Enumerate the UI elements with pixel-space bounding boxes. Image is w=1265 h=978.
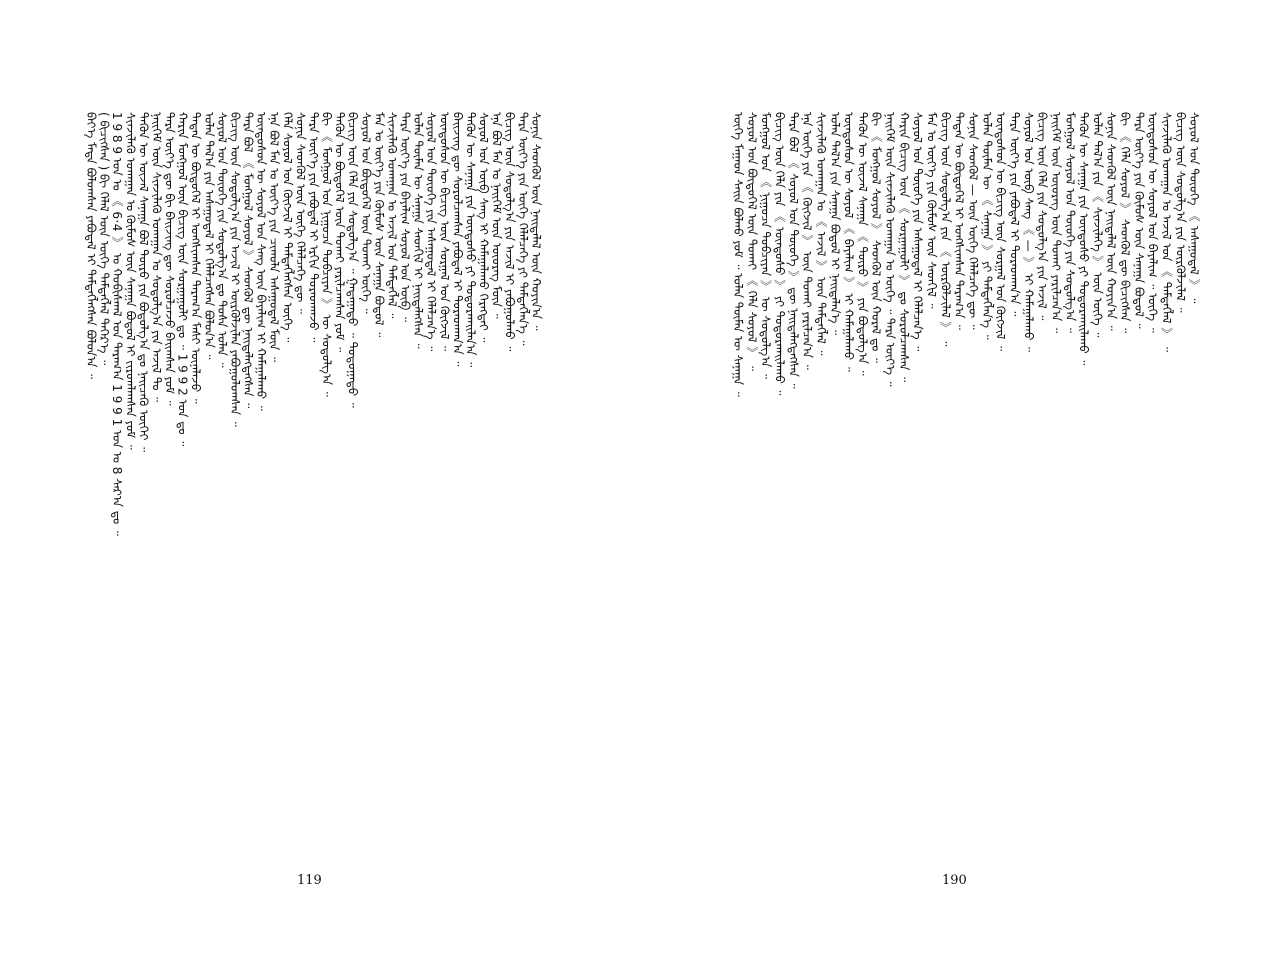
text-column: ᠦᠨᠳᠦᠰᠦᠨ ᠦ ᠪᠢᠴᠢᠭ ᠦᠨ ᠰᠤᠷᠭᠠᠯ ᠤᠨ ᠬᠥᠭᠵᠢᠯ ᠃	[437, 112, 452, 352]
text-column: ᠲᠡᠷᠡ ᠦᠶ᠎ᠡ ᠶᠢᠨ ᠶᠠᠪᠤᠳᠠᠯ ᠢ ᠳᠤᠷᠠᠳᠬᠠᠨ᠎ᠠ ᠃	[1007, 112, 1022, 317]
text-column: ᠰᠣᠶᠣᠯ ᠤᠨ ᠪᠦᠲᠦᠭᠡᠯ ᠦᠨ ᠲᠤᠬᠠᠢ ᠦᠭᠡ ᠃	[358, 112, 373, 314]
text-column: ᠡᠨᠡ ᠦᠭᠡ ᠶᠢᠨ 《 ᠬᠥᠭᠵᠢᠯ 》 ᠦᠨ ᠲᠤᠬᠠᠢ ᠶᠠᠷᠢᠯᠴᠠᠨ᠎ᠠ ᠃	[800, 112, 815, 370]
text-column: ᠰᠣᠶᠣᠯ ᠤᠨ ᠲᠦᠦᠬᠡ 《 ᠠᠰᠠᠭᠤᠳᠠᠯ 》 ᠃	[1187, 112, 1202, 304]
text-column: ᠰᠣᠶᠣᠯ ᠤᠨ ᠲᠦᠦᠬᠡ ᠶᠢᠨ ᠰᠤᠳᠤᠯᠭ᠎ᠠ ᠳᠤ ᠲᠤᠰᠠ ᠣᠯᠠᠨ ᠃	[214, 112, 229, 368]
text-column: ᠰᠢᠨᠵᠢᠯᠡᠬᠦ ᠤᠬᠠᠭᠠᠨ ᠤ ᠠᠵᠢᠯ ᠤᠨ 《 ᠲᠡᠮᠳᠡᠭᠯᠡᠯ 》 ᠃	[1159, 112, 1174, 353]
left-page-number: 119	[297, 873, 322, 888]
text-column: ᠬᠠᠷᠢᠨ ᠪᠢᠴᠢᠭ ᠦᠨ 《 ᠰᠤᠷᠭᠠᠭᠤᠯᠢ 》 ᠳᠤ ᠰᠤᠷᠤᠯᠴᠠᠭᠰᠠᠨ ᠃	[896, 112, 911, 383]
text-column: ᠨᠡᠢᠭᠡᠮ ᠦᠨ ᠰᠢᠨᠵᠢᠯᠡᠬᠦ ᠤᠬᠠᠭᠠᠨ ᠤ ᠦᠭᠡ ᠃ ᠲᠡᠷᠡ ᠦᠶ᠎ᠡ ᠃	[883, 112, 898, 387]
text-column: ᠪᠢᠴᠢᠭ ᠦᠨ ᠰᠤᠳᠤᠯᠭ᠎ᠠ ᠶᠢᠨ ᠠᠵᠢᠯ ᠢ ᠶᠠᠪᠤᠭᠤᠯᠬᠤ ᠃	[502, 112, 517, 352]
text-column: ᠪᠢ 《 ᠮᠣᠩᠭᠣᠯ ᠤᠨ ᠨᠢᠭᠤᠴᠠ ᠲᠣᠪᠴᠢᠶᠠᠨ 》 ᠦ ᠰᠤᠳᠤᠯᠭ᠎ᠠ ᠃	[319, 112, 334, 397]
text-column: ᠦᠨᠳᠦᠰᠦᠨ ᠦ ᠰᠣᠶᠣᠯ ᠤᠨ ᠰᠠᠩ ᠦᠨ ᠪᠠᠶᠠᠯᠢᠭ ᠢ ᠬᠠᠮᠠᠭᠠᠯᠠᠬᠤ ᠃	[254, 112, 269, 411]
text-column: ᠰᠣᠨᠢᠨ ᠰᠡᠳᠭᠦᠯ ᠦᠨ ᠨᠡᠢᠲᠡᠯᠡᠯ ᠦᠨ ᠬᠣᠶᠢᠨ᠎ᠠ ᠃	[1104, 112, 1119, 331]
text-column: ᠮᠠᠨ ᠤ ᠦᠶ᠎ᠡ ᠶᠢᠨ ᠬᠦᠮᠦᠰ ᠦᠨ ᠰᠠᠨᠠᠭᠠ ᠪᠣᠳᠤᠯ ᠃	[371, 112, 386, 338]
text-column: ᠰᠣᠶᠣᠯ ᠤᠨ ᠲᠦᠦᠬᠡ ᠶᠢᠨ ᠠᠰᠠᠭᠤᠳᠠᠯ ᠢ ᠬᠡᠯᠡᠯᠴᠡᠨ᠎ᠡ ᠃	[910, 112, 925, 352]
right-page	[632, 0, 1265, 978]
left-page-text-block	[85, 112, 543, 838]
text-column: ᠪᠢ 《 ᠮᠣᠩᠭᠣᠯ ᠰᠣᠶᠣᠯ 》 ᠰᠡᠳᠭᠦᠯ ᠦᠨ ᠬᠤᠷᠠᠯ ᠳᠤ ᠃	[869, 112, 884, 364]
text-column: ᠰᠢᠨᠵᠢᠯᠡᠬᠦ ᠤᠬᠠᠭᠠᠨ ᠤ 《 ᠠᠵᠢᠯ 》 ᠦᠨ ᠲᠡᠮᠳᠡᠭᠯᠡᠯ ᠃	[813, 112, 828, 356]
text-column: ᠦᠭᠡ ᠮᠠᠭᠠᠳ ᠰᠠᠢᠨ ᠪᠣᠯᠬᠤ ᠶᠤᠮ ᠃ ᠣᠯᠠᠨ ᠲᠦᠮᠡᠨ ᠦ ᠰᠠᠨᠠᠭᠠ ᠃	[731, 112, 745, 397]
text-column: ᠣᠯᠠᠨ ᠲᠦᠮᠡᠨ ᠦ 《 ᠰᠠᠨᠠᠭᠠ 》 ᠶᠢ ᠲᠡᠮᠳᠡᠭᠯᠡᠨ᠎ᠡ ᠃	[979, 112, 994, 340]
text-column: ᠪᠢᠴᠢᠭ ᠦᠨ ᠰᠤᠳᠤᠯᠭ᠎ᠠ ᠶᠢᠨ ᠦᠷᠭᠦᠯᠵᠢᠯᠡᠯ ᠃	[1173, 112, 1188, 313]
text-column: ᠣᠯᠠᠨ ᠲᠦᠮᠡᠨ ᠦ ᠰᠠᠨᠠᠭᠠ ᠰᠡᠳᠬᠢᠯ ᠢ ᠨᠡᠢᠲᠡᠯᠡᠭᠰᠡᠨ ᠃	[411, 112, 426, 349]
text-column: ᠰᠢᠨᠵᠢᠯᠡᠬᠦ ᠤᠬᠠᠭᠠᠨ ᠤ ᠠᠵᠢᠯ ᠤᠨ ᠲᠡᠮᠳᠡᠭᠯᠡᠯ ᠃	[384, 112, 399, 319]
text-column: ᠮᠠᠨ ᠤ ᠦᠶ᠎ᠡ ᠶᠢᠨ ᠬᠦᠮᠦᠰ ᠦᠨ ᠰᠡᠳᠬᠢᠯ ᠃	[924, 112, 939, 309]
text-column: ᠲᠡᠭᠦᠨ ᠦ ᠪᠦᠲᠦᠭᠡᠯ ᠦᠨ ᠲᠤᠬᠠᠢ ᠶᠠᠷᠢᠯᠴᠠᠭᠰᠠᠨ ᠶᠤᠮ ᠃	[332, 112, 347, 353]
text-column: ᠦᠨᠳᠦᠰᠦᠨ ᠦ ᠪᠢᠴᠢᠭ ᠦᠨ ᠰᠤᠷᠭᠠᠯ ᠤᠨ ᠬᠥᠭᠵᠢᠯ ᠃	[993, 112, 1008, 352]
text-column: ᠰᠣᠶᠣᠯ ᠤᠨ ᠲᠦᠦᠬᠡ ᠶᠢᠨ ᠠᠰᠠᠭᠤᠳᠠᠯ ᠢ ᠬᠡᠯᠡᠯᠴᠡᠨ᠎ᠡ ᠃	[424, 112, 439, 352]
text-column: ᠲᠡᠷᠡ ᠦᠶ᠎ᠡ ᠳᠦ ᠪᠢ ᠪᠡᠢᠵᠢᠩ ᠳᠦ ᠰᠤᠷᠤᠯᠴᠠᠵᠤ ᠪᠠᠢᠭᠰᠠᠨ ᠶᠤᠮ ᠃	[162, 112, 177, 406]
text-column: ᠪᠢᠴᠢᠭ ᠦᠨ ᠬᠡᠯᠡ ᠶᠢᠨ ᠰᠤᠳᠤᠯᠭ᠎ᠠ ᠃ ᠭᠠᠳᠠᠭᠠᠳᠤ ᠃ ᠳᠣᠲᠣᠭᠠᠳᠤ ᠃	[345, 112, 360, 408]
text-column: ᠰᠣᠶᠣᠯ ᠤᠨ ᠦᠪ ᠰᠠᠩ 《 — 》 ᠢ ᠬᠠᠮᠠᠭᠠᠯᠠᠬᠤ ᠃	[1021, 112, 1036, 353]
text-column: ᠲᠡᠭᠦᠨ ᠦ ᠰᠠᠨᠠᠭᠠ ᠶᠢᠨ ᠦᠨᠳᠦᠰᠦ ᠶᠢ ᠲᠣᠳᠣᠷᠬᠠᠢᠯᠠᠨ᠎ᠠ ᠃	[463, 112, 478, 368]
text-column: ᠮᠣᠩᠭᠣᠯ ᠤᠨ 《 ᠨᠢᠭᠤᠴᠠ ᠲᠣᠪᠴᠢᠶᠠᠨ 》 ᠦ ᠰᠤᠳᠤᠯᠭ᠎ᠠ ᠃	[758, 112, 773, 379]
text-column: ᠣᠯᠠᠨ ᠲᠠᠯ᠎ᠠ ᠶᠢᠨ 《 ᠰᠢᠨᠵᠢᠯᠡᠭᠡ 》 ᠦᠨ ᠦᠭᠡ ᠃	[1090, 112, 1105, 338]
text-column: ᠮᠣᠩᠭᠣᠯ ᠰᠣᠶᠣᠯ ᠤᠨ ᠲᠦᠦᠬᠡ ᠶᠢᠨ ᠰᠤᠳᠤᠯᠭ᠎ᠠ ᠃	[1062, 112, 1077, 333]
text-column: ᠪᠢᠴᠢᠭ ᠦᠨ ᠰᠤᠳᠤᠯᠭ᠎ᠠ ᠶᠢᠨ 《 ᠦᠷᠭᠦᠯᠵᠢᠯᠡᠯ 》 ᠃	[938, 112, 953, 347]
text-column: ( ᠪᠢᠴᠢᠭᠰᠡᠨ ) ᠪᠢ ᠬᠡᠯᠡᠯ ᠦᠨ ᠦᠭᠡ ᠲᠡᠮᠳᠡᠭᠯᠡᠯ ᠳᠡᠭᠡᠷ᠎ᠡ ᠃	[97, 112, 112, 366]
text-column: ᠪᠡᠢᠵᠢᠩ ᠳᠦ ᠰᠤᠷᠤᠯᠴᠠᠭᠰᠠᠨ ᠶᠠᠪᠤᠳᠠᠯ ᠢ ᠳᠤᠷᠠᠳᠬᠠᠨ᠎ᠠ ᠃	[450, 112, 465, 367]
text-column: ᠲᠡᠭᠦᠨ ᠦ ᠰᠠᠨᠠᠭᠠ ᠶᠢᠨ ᠦᠨᠳᠦᠰᠦ ᠶᠢ ᠲᠣᠳᠣᠷᠬᠠᠢᠯᠠᠬᠤ ᠃	[1076, 112, 1091, 366]
text-column: ᠲᠡᠷᠡ ᠦᠶ᠎ᠡ ᠶᠢᠨ ᠶᠠᠪᠤᠳᠠᠯ ᠢ ᠡᠷᠭᠢᠨ ᠳᠤᠷᠠᠳᠬᠠᠵᠤ ᠃	[306, 112, 321, 343]
text-column: ᠲᠡᠷᠡ ᠦᠶ᠎ᠡ ᠶᠢᠨ ᠦᠭᠡ ᠬᠡᠯᠡᠯᠴᠡᠭᠡ ᠶᠢ ᠲᠡᠮᠳᠡᠭᠯᠡᠨ᠎ᠡ ᠃	[515, 112, 530, 346]
text-column: ᠰᠣᠨᠢᠨ ᠰᠡᠳᠭᠦᠯ ᠦᠨ ᠨᠡᠢᠲᠡᠯᠡᠯ ᠦᠨ ᠬᠣᠶᠢᠨ᠎ᠠ ᠃	[528, 112, 543, 331]
text-column: ᠪᠢᠴᠢᠭ ᠦᠨ ᠰᠤᠳᠤᠯᠭ᠎ᠠ ᠶᠢᠨ ᠠᠵᠢᠯ ᠢ ᠦᠷᠭᠦᠯᠵᠢᠯᠡᠨ ᠶᠠᠪᠤᠭᠤᠯᠤᠭᠰᠠᠨ ᠃	[227, 112, 242, 427]
text-column: ᠦᠨᠳᠦᠰᠦᠨ ᠦ ᠰᠣᠶᠣᠯ 《 ᠪᠠᠶᠠᠯᠢᠭ 》 ᠢ ᠬᠠᠮᠠᠭᠠᠯᠠᠬᠤ ᠃	[841, 112, 856, 372]
left-page	[0, 0, 632, 978]
text-column: ᠪᠢᠴᠢᠭ ᠦᠨ ᠬᠡᠯᠡ ᠶᠢᠨ 《 ᠦᠨᠳᠦᠰᠦ 》 ᠶᠢ ᠲᠣᠳᠣᠷᠬᠠᠢᠯᠠᠬᠤ ᠃	[772, 112, 787, 396]
text-column: ᠲᠡᠳᠡᠨ ᠦ ᠪᠦᠲᠦᠭᠡᠯ ᠢ ᠤᠩᠰᠢᠭᠰᠠᠨ ᠳᠠᠷᠠᠭ᠎ᠠ ᠃	[952, 112, 967, 330]
text-column: ᠲᠡᠷᠡ ᠪᠣᠯ 《 ᠰᠣᠶᠣᠯ ᠤᠨ ᠲᠦᠦᠬᠡ 》 ᠳᠦ ᠨᠡᠢᠲᠡᠯᠡᠭᠳᠡᠭᠰᠡᠨ ᠃	[786, 112, 801, 389]
text-column: ᠬᠠᠷᠢᠨ ᠮᠣᠩᠭᠣᠯ ᠦᠨ ᠪᠢᠴᠢᠭ ᠦᠨ ᠰᠤᠷᠭᠠᠭᠤᠯᠢ ᠳᠤ ᠃ 1 9 9 2 ᠣᠨ ᠳᠤ ᠃	[175, 112, 190, 447]
text-column: ᠰᠣᠨᠢᠨ ᠰᠡᠳᠭᠦᠯ — ᠦᠨ ᠦᠭᠡ ᠬᠡᠯᠡᠯᠴᠡᠭᠡ ᠳᠦ ᠃	[966, 112, 980, 330]
text-column: ᠰᠣᠨᠢᠨ ᠰᠡᠳᠭᠦᠯ ᠦᠨ ᠦᠭᠡ ᠬᠡᠯᠡᠯᠴᠡᠭᠡ ᠳᠦ ᠃	[293, 112, 308, 314]
text-column: 1 9 8 9 ᠣᠨ ᠤ 《 6·4 》 ᠤ ᠬᠤᠪᠢᠰᠬᠠᠯ ᠤᠨ ᠳᠠᠷᠠᠭ᠎ᠠ 1 9 9 1 ᠣᠨ ᠤ 8 ᠰᠠᠷ᠎ᠠ ᠳᠤ ᠃	[110, 112, 125, 536]
text-column: ᠨᠡᠢᠭᠡᠮ ᠦᠨ ᠦᠦᠷᠡᠭ ᠦᠨ ᠲᠤᠬᠠᠢ ᠶᠠᠷᠢᠯᠴᠠᠨ᠎ᠠ ᠃	[1048, 112, 1063, 333]
text-column: ᠲᠡᠳᠡᠨ ᠦ ᠪᠦᠲᠦᠭᠡᠯ ᠢ ᠤᠩᠰᠢᠭᠰᠠᠨ ᠳᠠᠷᠠᠭ᠎ᠠ ᠮᠠᠰᠢ ᠦᠨᠡᠯᠡᠵᠦ ᠃	[188, 112, 203, 404]
text-column: ᠡᠨᠡ ᠪᠣᠯ ᠮᠠᠨ ᠤ ᠨᠡᠢᠭᠡᠮ ᠦᠨ ᠦᠦᠷᠡᠭ ᠮᠥᠨ ᠃	[489, 112, 504, 319]
text-column: ᠣᠯᠠᠨ ᠲᠠᠯ᠎ᠠ ᠶᠢᠨ ᠠᠰᠠᠭᠤᠳᠠᠯ ᠢ ᠬᠡᠯᠡᠯᠴᠡᠭᠰᠡᠨ ᠪᠣᠯᠤᠨ᠎ᠠ ᠃	[201, 112, 216, 360]
text-column: ᠲᠡᠭᠦᠨ ᠦ ᠦᠵᠡᠯ ᠰᠠᠨᠠᠭᠠ ᠪᠣᠯ ᠲᠦᠷᠦ ᠶᠢᠨ ᠪᠣᠳᠣᠯᠭ᠎ᠠ ᠳᠤ ᠨᠡᠢᠴᠡᠬᠦ ᠦᠭᠡᠢ ᠃	[136, 112, 151, 453]
right-page-number: 190	[942, 873, 967, 888]
text-column: ᠰᠣᠶᠣᠯ ᠤᠨ ᠦᠪ ᠰᠠᠩ ᠢ ᠬᠠᠮᠠᠭᠠᠯᠠᠬᠤ ᠬᠡᠷᠡᠭᠲᠡᠢ ᠃	[476, 112, 491, 343]
text-column: ᠰᠣᠶᠣᠯ ᠤᠨ ᠪᠦᠲᠦᠭᠡᠯ ᠦᠨ ᠲᠤᠬᠠᠢ 《 ᠬᠡᠯᠡ ᠰᠣᠶᠣᠯ 》 ᠃	[744, 112, 759, 372]
text-column: ᠲᠡᠷᠡ ᠦᠶ᠎ᠡ ᠶᠢᠨ ᠬᠦᠮᠦᠰ ᠦᠨ ᠰᠠᠨᠠᠭᠠ ᠪᠣᠳᠤᠯ ᠃	[1131, 112, 1146, 329]
text-column: ᠪᠡᠶ᠎ᠡ ᠮᠡᠳᠡ ᠪᠤᠯᠤᠭᠰᠠᠨ ᠶᠠᠪᠤᠳᠠᠯ ᠢ ᠲᠡᠮᠳᠡᠭᠯᠡᠭᠰᠡᠨ ᠪᠣᠯᠤᠨ᠎ᠠ ᠃	[84, 112, 98, 380]
text-column: ᠣᠯᠠᠨ ᠲᠠᠯ᠎ᠠ ᠶᠢᠨ ᠰᠠᠨᠠᠭᠠ ᠪᠣᠳᠤᠯ ᠢ ᠨᠡᠢᠲᠡᠯᠡᠨ᠎ᠡ ᠃	[827, 112, 842, 336]
text-column: ᠪᠢ 《 ᠬᠡᠯᠡ ᠰᠣᠶᠣᠯ 》 ᠰᠡᠳᠭᠦᠯ ᠳᠦ ᠪᠢᠴᠢᠭᠰᠡᠨ ᠃	[1118, 112, 1133, 334]
text-column: ᠡᠨᠡ ᠪᠣᠯ ᠮᠠᠨ ᠤ ᠦᠶ᠎ᠡ ᠶᠢᠨ ᠴᠢᠬᠤᠯᠠ ᠠᠰᠠᠭᠤᠳᠠᠯ ᠮᠥᠨ ᠃	[267, 112, 282, 362]
text-column: ᠰᠢᠨᠵᠢᠯᠡᠬᠦ ᠤᠬᠠᠭᠠᠨ ᠤ ᠬᠦᠮᠦᠰ ᠦᠨ ᠰᠠᠨᠠᠭᠠ ᠪᠣᠳᠤᠯ ᠢ ᠵᠢᠷᠤᠭᠯᠠᠭᠰᠠᠨ ᠶᠤᠮ ᠃	[123, 112, 138, 450]
text-column: ᠦᠨᠳᠦᠰᠦᠨ ᠦ ᠰᠣᠶᠣᠯ ᠤᠨ ᠪᠠᠶᠠᠯᠢᠭ ᠃ ᠦᠭᠡ ᠃	[1145, 112, 1160, 333]
text-column: ᠪᠢᠴᠢᠭ ᠦᠨ ᠬᠡᠯᠡ ᠶᠢᠨ ᠰᠤᠳᠤᠯᠭ᠎ᠠ ᠶᠢᠨ ᠠᠵᠢᠯ ᠃	[1035, 112, 1050, 321]
text-column: ᠲᠡᠷᠡ ᠦᠶ᠎ᠡ ᠶᠢᠨ ᠪᠠᠶᠠᠯᠢᠭ ᠰᠣᠶᠣᠯ ᠤᠨ ᠦᠪ ᠃	[398, 112, 413, 323]
text-column: ᠲᠡᠷᠡ ᠪᠣᠯ 《 ᠮᠣᠩᠭᠣᠯ ᠰᠣᠶᠣᠯ 》 ᠰᠡᠳᠭᠦᠯ ᠳᠦ ᠨᠡᠢᠲᠡᠯᠡᠭᠳᠡᠭᠰᠡᠨ ᠃	[241, 112, 256, 409]
text-column: ᠨᠡᠢᠭᠡᠮ ᠦᠨ ᠰᠢᠨᠵᠢᠯᠡᠬᠦ ᠤᠬᠠᠭᠠᠨ ᠤ ᠰᠤᠳᠤᠯᠭ᠎ᠠ ᠶᠢᠨ ᠠᠵᠢᠯ ᠲᠤ ᠃	[149, 112, 164, 403]
text-column: ᠬᠡᠯᠡ ᠰᠣᠶᠣᠯ ᠤᠨ ᠬᠥᠭᠵᠢᠯ ᠢ ᠲᠡᠮᠳᠡᠭᠯᠡᠭᠰᠡᠨ ᠦᠭᠡ ᠃	[280, 112, 295, 343]
right-page-text-block	[732, 112, 1202, 838]
text-column: ᠲᠡᠭᠦᠨ ᠦ ᠦᠵᠡᠯ ᠰᠠᠨᠠᠭᠠ 《 ᠲᠦᠷᠦ 》 ᠶᠢᠨ ᠪᠣᠳᠣᠯᠭ᠎ᠠ ᠃	[855, 112, 870, 376]
